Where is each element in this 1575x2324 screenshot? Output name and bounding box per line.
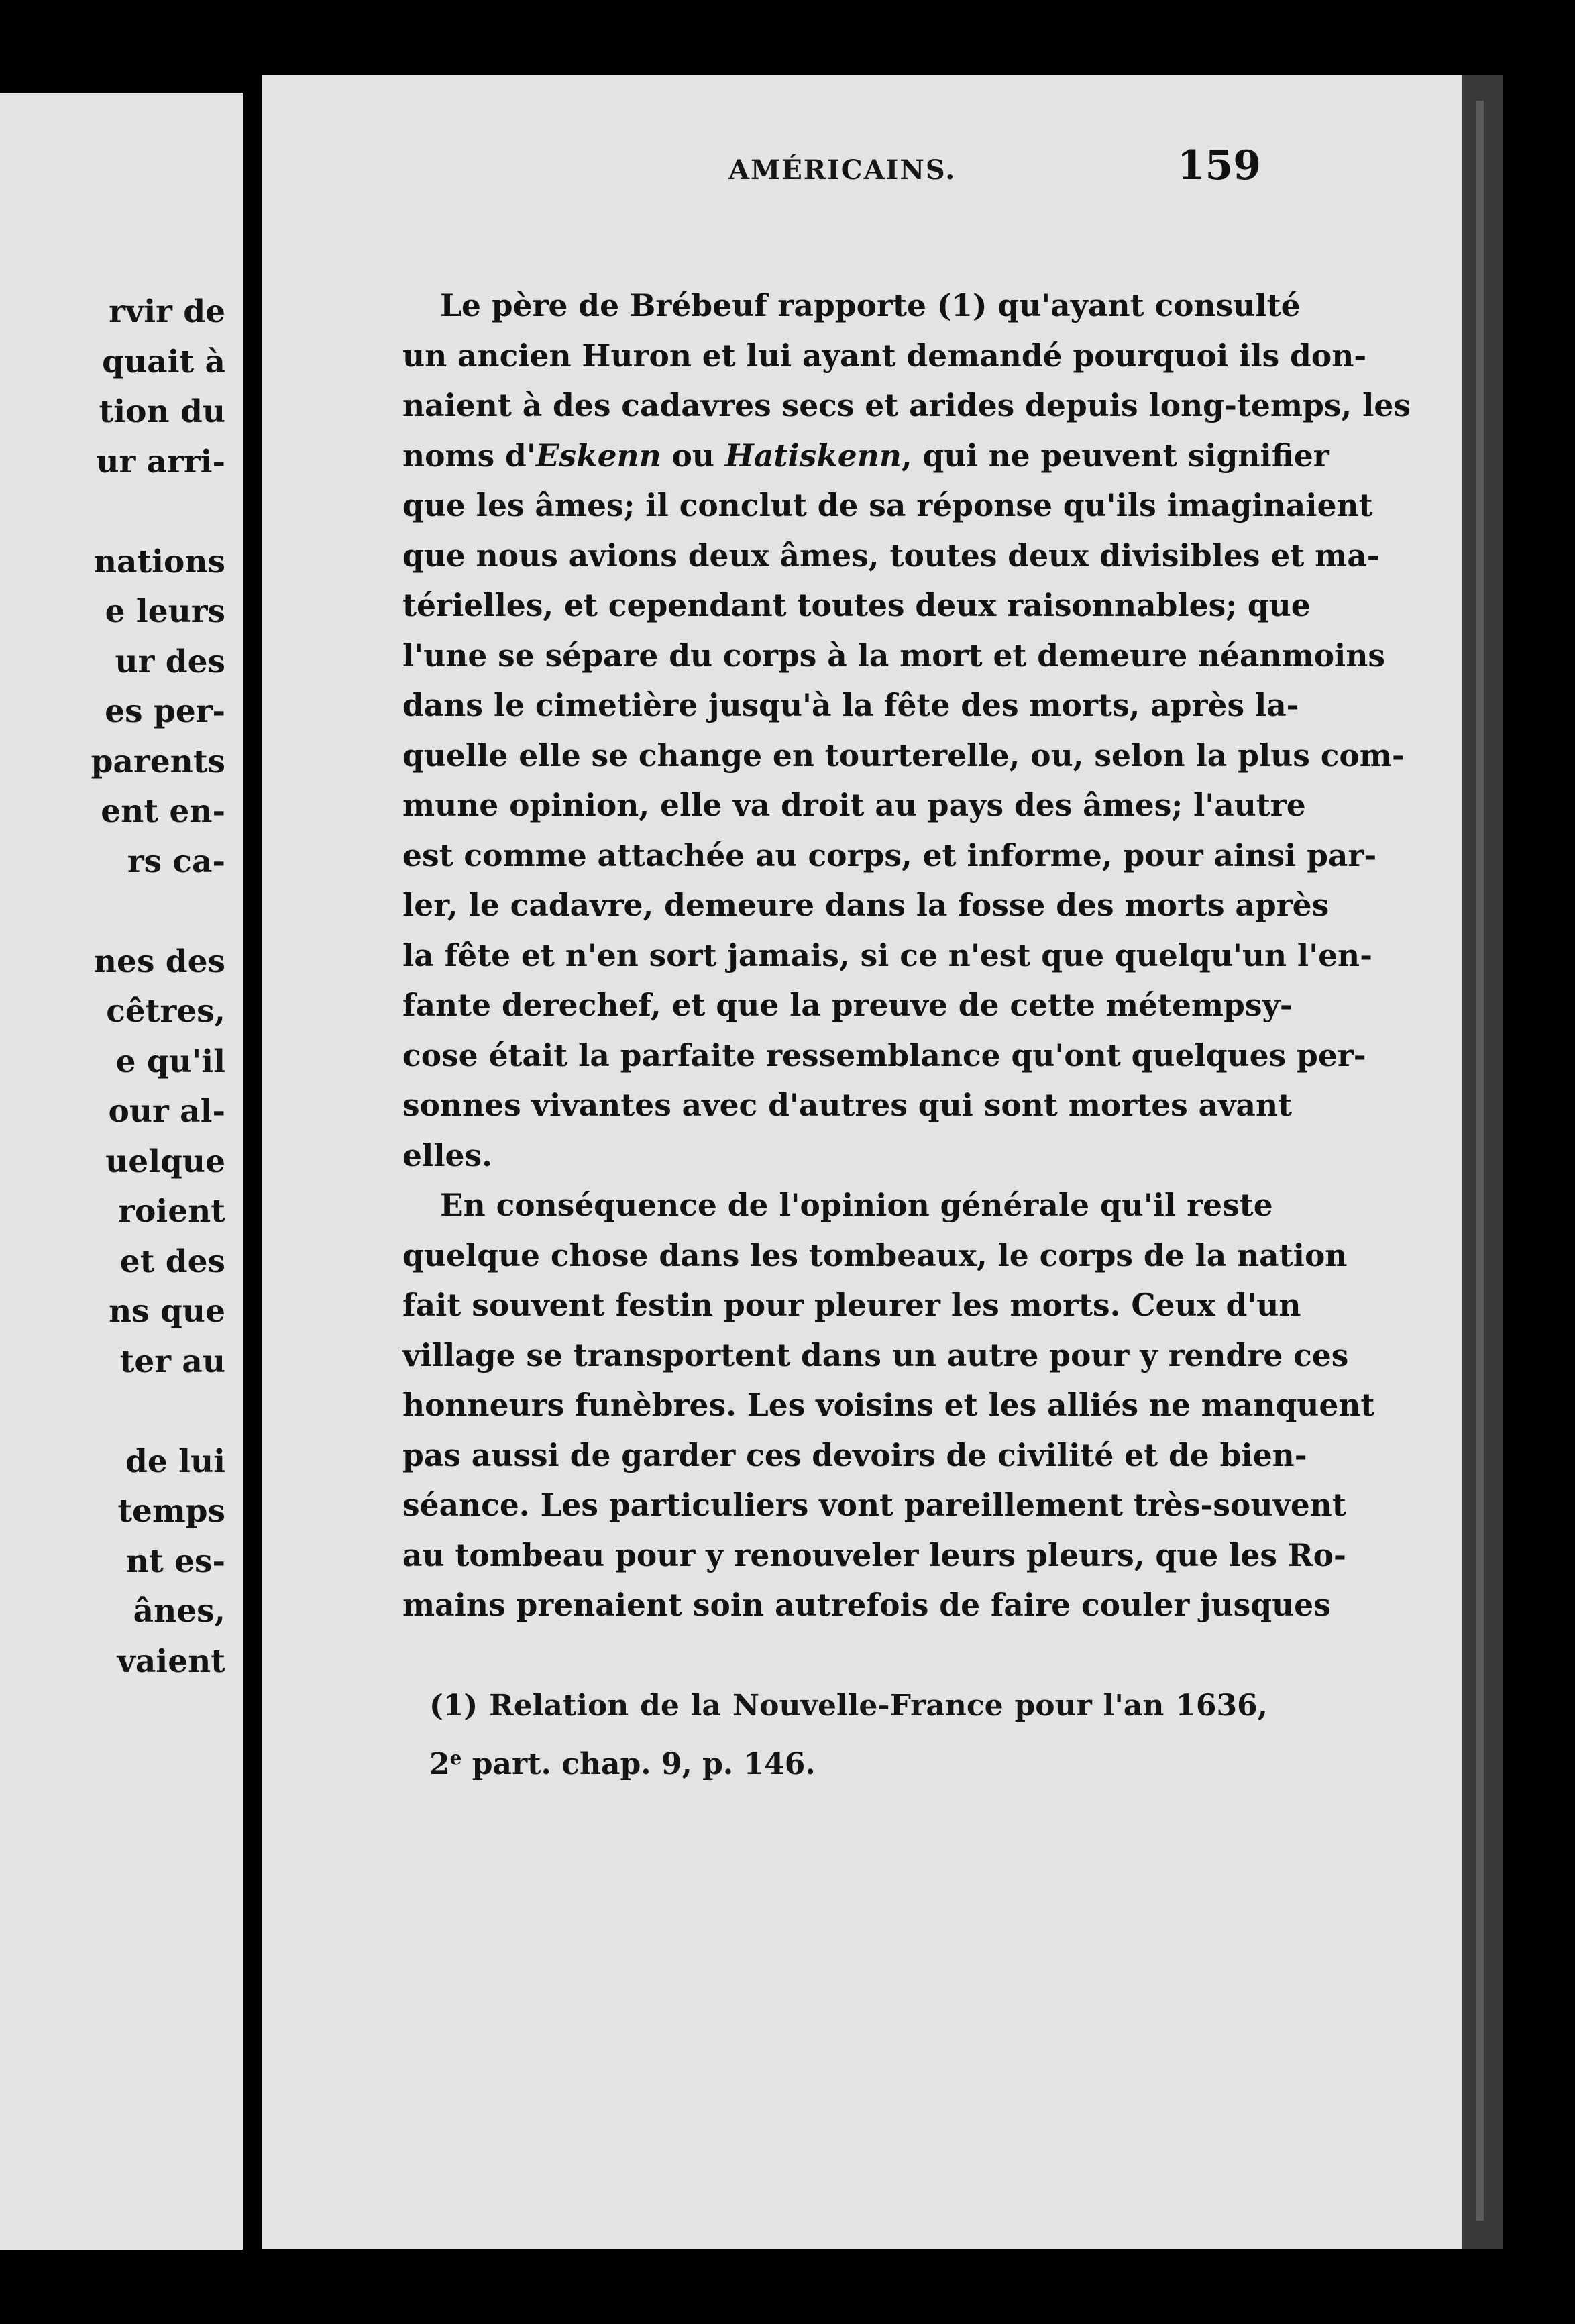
left-page-line: ânes, xyxy=(133,1593,225,1630)
left-page-line: rvir de xyxy=(109,293,225,330)
text-line: ler, le cadavre, demeure dans la fosse des morts après xyxy=(402,887,1329,923)
text-line: que les âmes; il conclut de sa réponse qu'ils imaginaient xyxy=(402,487,1373,523)
body-text xyxy=(402,280,1411,1630)
text-line: séance. Les particuliers vont pareillement très-souvent xyxy=(402,1487,1346,1523)
left-page-line: roient xyxy=(118,1193,225,1230)
text-line: un ancien Huron et lui ayant demandé pourquoi ils don- xyxy=(402,337,1367,374)
left-page-text xyxy=(4,287,225,1687)
left-page-line: et des xyxy=(119,1243,225,1280)
left-page-line: nt es- xyxy=(125,1542,225,1580)
left-page-line: ent en- xyxy=(101,793,225,830)
text-fragment: ou xyxy=(661,437,725,474)
text-line: cose était la parfaite ressemblance qu'ont quelques per- xyxy=(402,1037,1366,1073)
text-line xyxy=(402,431,1329,481)
text-line: est comme attachée au corps, et informe, pour ainsi par- xyxy=(402,837,1377,874)
text-line: quelque chose dans les tombeaux, le corps de la nation xyxy=(402,1236,1348,1273)
text-line: mune opinion, elle va droit au pays des âmes; l'autre xyxy=(402,787,1306,823)
running-head xyxy=(470,142,1261,203)
text-line: En conséquence de l'opinion générale qu'il reste xyxy=(440,1187,1273,1223)
text-line: térielles, et cependant toutes deux raisonnables; que xyxy=(402,587,1311,623)
left-page-line xyxy=(4,487,225,537)
footnotes xyxy=(429,1680,1268,1785)
italic-term: Hatiskenn xyxy=(724,437,902,474)
italic-term: Eskenn xyxy=(535,437,661,474)
left-page-line: temps xyxy=(117,1493,225,1530)
left-page-line: tion du xyxy=(99,393,225,430)
page-edge-inner xyxy=(1476,101,1484,2221)
page-number: 159 xyxy=(1177,142,1261,189)
text-line: naient à des cadavres secs et arides depuis long-temps, les xyxy=(402,387,1411,423)
text-line: quelle elle se change en tourterelle, ou, selon la plus com- xyxy=(402,737,1405,774)
footnote-superscript: e xyxy=(449,1747,462,1769)
footnote-line xyxy=(429,1732,1268,1785)
text-fragment: noms d' xyxy=(402,437,536,474)
left-page-line: our al- xyxy=(108,1093,225,1130)
left-page-line: parents xyxy=(91,743,225,780)
text-line: village se transportent dans un autre pour y rendre ces xyxy=(402,1336,1349,1373)
left-page-line: nations xyxy=(93,543,225,580)
text-line: dans le cimetière jusqu'à la fête des morts, après la- xyxy=(402,687,1299,723)
text-line: la fête et n'en sort jamais, si ce n'est que quelqu'un l'en- xyxy=(402,937,1373,973)
text-line: mains prenaient soin autrefois de faire couler jusques xyxy=(402,1587,1331,1623)
left-page-line: e leurs xyxy=(105,593,225,630)
text-line: pas aussi de garder ces devoirs de civilité et de bien- xyxy=(402,1436,1307,1473)
text-line: l'une se sépare du corps à la mort et demeure néanmoins xyxy=(402,637,1386,674)
left-page-line: rs ca- xyxy=(127,843,225,880)
footnote-line: (1) Relation de la Nouvelle-France pour l'an 1636, xyxy=(429,1689,1268,1723)
left-page-line: ur des xyxy=(115,643,225,680)
text-line: honneurs funèbres. Les voisins et les alliés ne manquent xyxy=(402,1387,1375,1423)
left-page-line: uelque xyxy=(105,1143,225,1180)
text-line: fante derechef, et que la preuve de cette métempsy- xyxy=(402,987,1293,1023)
text-line: fait souvent festin pour pleurer les morts. Ceux d'un xyxy=(402,1287,1301,1323)
left-page-line: vaient xyxy=(117,1642,225,1680)
left-page-line: nes des xyxy=(93,943,225,980)
text-fragment: , qui ne peuvent signifier xyxy=(901,437,1329,474)
left-page-line: cêtres, xyxy=(106,993,225,1030)
text-line: que nous avions deux âmes, toutes deux divisibles et ma- xyxy=(402,537,1380,574)
left-page-line: e qu'il xyxy=(115,1043,225,1080)
left-page-line: ur arri- xyxy=(96,443,225,480)
text-line: Le père de Brébeuf rapporte (1) qu'ayant consulté xyxy=(440,287,1301,323)
text-line: au tombeau pour y renouveler leurs pleurs, que les Ro- xyxy=(402,1536,1346,1573)
running-title: AMÉRICAINS. xyxy=(728,154,957,186)
text-line: sonnes vivantes avec d'autres qui sont mortes avant xyxy=(402,1087,1293,1123)
left-page xyxy=(0,93,243,2250)
text-line: elles. xyxy=(402,1137,492,1173)
left-page-line xyxy=(4,1387,225,1437)
footnote-citation: part. chap. 9, p. 146. xyxy=(461,1747,816,1781)
left-page-line: de lui xyxy=(125,1442,225,1480)
left-page-line xyxy=(4,887,225,937)
left-page-line: es per- xyxy=(105,693,225,730)
left-page-line: quait à xyxy=(102,343,225,380)
left-page-line: ter au xyxy=(119,1342,225,1380)
left-page-line: ns que xyxy=(109,1293,225,1330)
footnote-part-number: 2 xyxy=(429,1747,450,1781)
